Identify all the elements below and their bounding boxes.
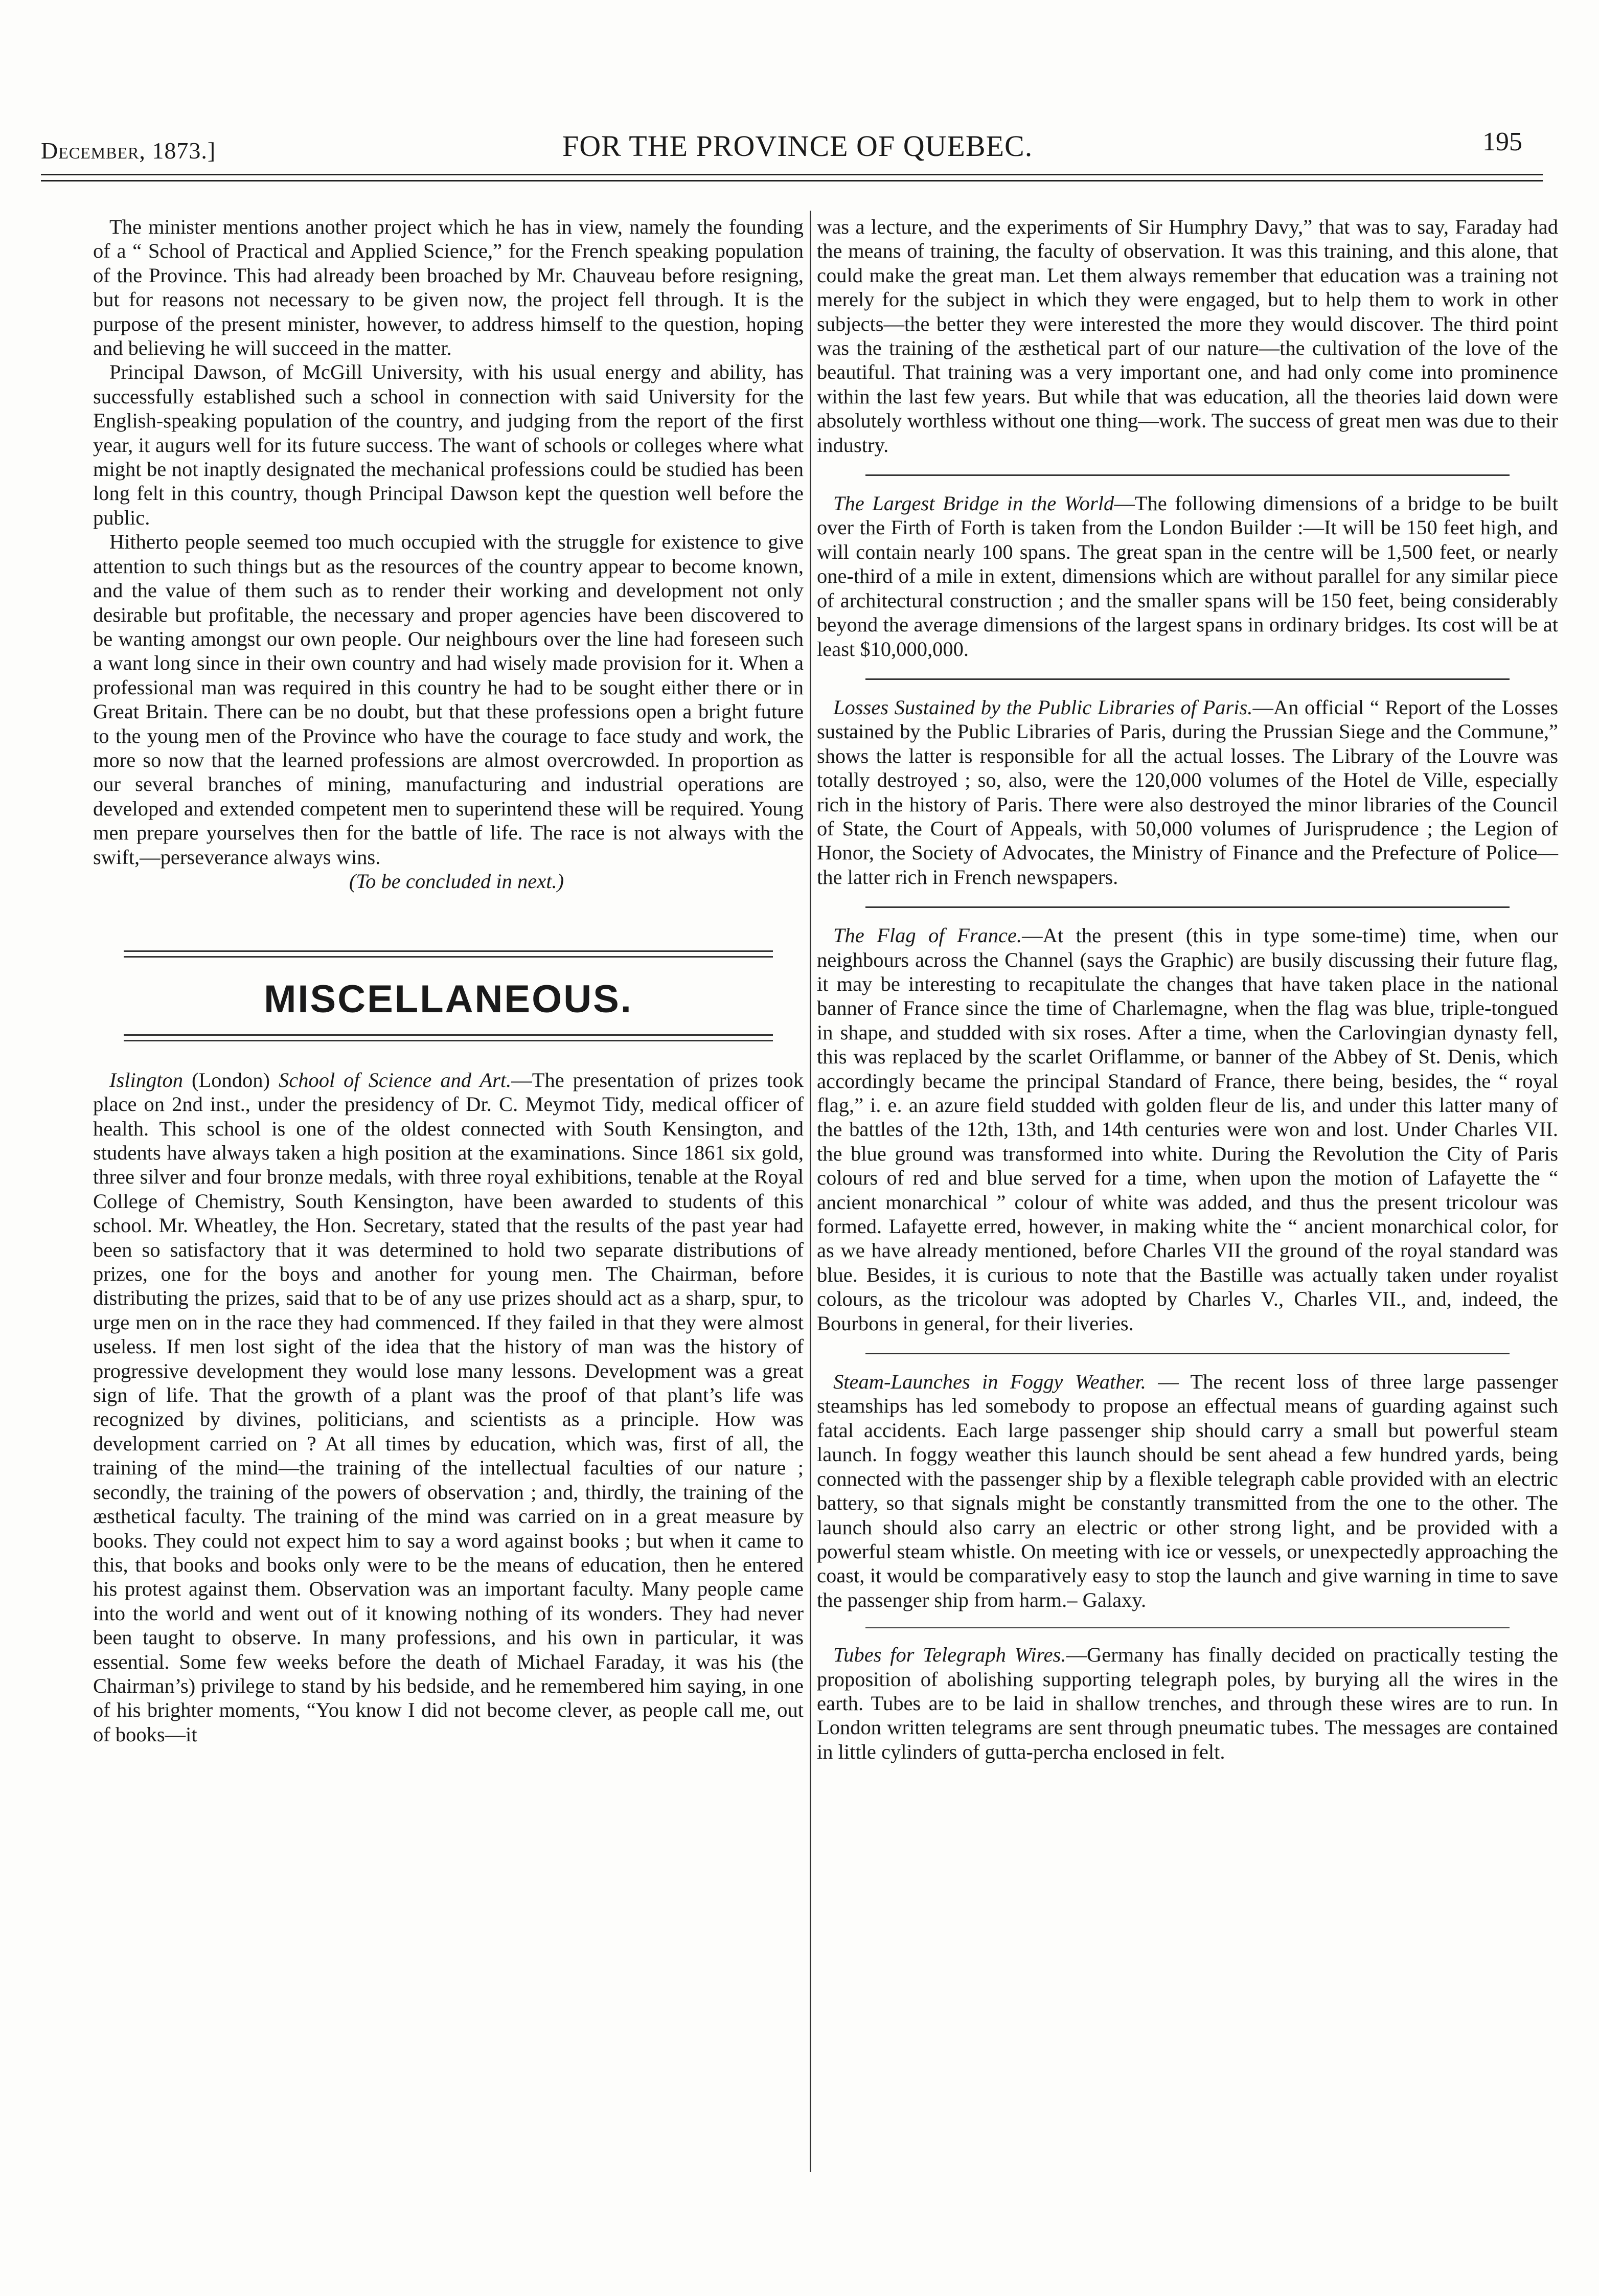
article-body-largest-bridge: —The following dimensions of a bridge to be built over the Firth of Forth is taken from the London Builder :—It will be 150 feet high, and will contain nearly 100 spans. The great span in the centre will be 1,500 feet, or nearly one-third of a mile in extent, dimensions which are without parallel for any similar piece of architectural construction ; and the smaller spans will be 150 feet, being considerably beyond the average dimensions of the largest spans in ordinary bridges. Its cost will be at least $10,000,000. (817, 492, 1559, 661)
article-lead-islington: Islington (109, 1068, 184, 1092)
article-islington-school (93, 1068, 804, 1746)
item-separator (865, 906, 1510, 908)
paragraph-faraday-continuation: was a lecture, and the experiments of Sir Humphry Davy,” that was to say, Faraday had the means of training, the faculty of observation. It was this training, and this alone, that could make the great man. Let them always remember that education was a training not merely for the subject in which they were engaged, but to help them to work in other subjects—the better they were interested the more they would discover. The third point was the training of the æsthetical part of our nature—the cultivation of the love of the beautiful. That training was a very important one, and had only come into prominence within the last few years. But while that was education, all the theories laid down were absolutely worthless without one thing—work. The success of great men was due to their industry. (817, 215, 1558, 457)
article-paris-libraries (817, 695, 1558, 889)
item-separator (865, 1627, 1510, 1628)
article-lead-flag-of-france: The Flag of France. (833, 924, 1022, 947)
left-column (93, 215, 804, 1746)
section-rule-top (124, 950, 773, 958)
article-flag-of-france (817, 923, 1558, 1335)
article-body-telegraph-tubes: —Germany has finally decided on practically testing the proposition of abolishing supporting telegraph poles, by burying all the wires in the earth. Tubes are to be laid in shallow trenches, and through these wires are to run. In London written telegrams are sent through pneumatic tubes. The messages are contained in little cylinders of gutta-percha enclosed in felt. (817, 1643, 1558, 1763)
paragraph-hitherto: Hitherto people seemed too much occupied with the struggle for existence to give attention to such things but as the resources of the country appear to become known, and the value of them such as to render their working and development not only desirable but profitable, the necessary and proper agencies have been discovered to be wanting amongst our own people. Our neighbours over the line had foreseen such a want long since in their own country and had wisely made provision for it. When a professional man was required in this country he had to be sought either there or in Great Britain. There can be no doubt, but that these professions open a bright future to the young men of the Province who have the courage to face study and work, the more so now that the learned professions are almost overcrowded. In proportion as our several branches of mining, manufacturing and industrial operations are developed and extended competent men to superintend these will be required. Young men prepare yourselves then for the battle of life. The race is not always with the swift,—perseverance always wins. (93, 530, 804, 869)
article-body-steam-launches: — The recent loss of three large passenger steamships has led somebody to propose an effectual means of guarding against such fatal accidents. Each large passenger ship should carry a small but powerful steam launch. In foggy weather this launch should be sent ahead a few hundred yards, being connected with the passenger ship by a flexible telegraph cable provided with an electric battery, so that signals might be constantly transmitted from the one to the other. The launch should also carry an electric or other strong light, and be provided with a powerful steam whistle. On meeting with ice or vessels, or unexpectedly approaching the coast, it would be comparatively easy to stop the launch and give warning in time to save the passenger ship from harm.– Galaxy. (817, 1370, 1558, 1611)
section-rule-bottom (124, 1034, 773, 1041)
item-separator (865, 474, 1510, 476)
article-steam-launches (817, 1370, 1558, 1612)
column-divider (810, 211, 811, 2172)
article-largest-bridge (817, 491, 1558, 661)
article-body-paris-libraries: —An official “ Report of the Losses sustained by the Public Libraries of Paris, during the Prussian Siege and the Commune,” shows the latter is responsible for all the actual losses. The Library of the Louvre was totally destroyed ; so, also, were the 120,000 volumes of the Hotel de Ville, especially rich in the history of Paris. There were also destroyed the minor libraries of the Council of State, the Court of Appeals, with 50,000 volumes of Jurisprudence ; the Legion of Honor, the Society of Advocates, the Ministry of Finance and the Prefecture of Police—the latter rich in French newspapers. (817, 695, 1558, 889)
right-column (817, 215, 1558, 1764)
section-title-miscellaneous: MISCELLANEOUS. (264, 977, 633, 1021)
to-be-concluded-note: (To be concluded in next.) (349, 869, 564, 893)
running-title: FOR THE PROVINCE OF QUEBEC. (562, 129, 1033, 163)
paragraph-principal-dawson: Principal Dawson, of McGill University, with his usual energy and ability, has successfully established such a school in connection with said University for the English-speaking population of the country, and judging from the report of the first year, it augurs well for its future success. The want of schools or colleges where what might be not inaptly designated the mechanical professions could be studied has been long felt in this country, though Principal Dawson kept the question well before the public. (93, 360, 804, 529)
article-lead-largest-bridge: The Largest Bridge in the World (833, 492, 1114, 515)
header-date: December, 1873.] (41, 138, 216, 164)
article-lead-london: (London) (183, 1068, 279, 1092)
article-body-islington: —The presentation of prizes took place on 2nd inst., under the presidency of Dr. C. Meymot Tidy, medical officer of health. This school is one of the oldest connected with South Kensington, and students have always taken a high position at the examinations. Since 1861 six gold, three silver and four bronze medals, with three royal exhibitions, tenable at the Royal College of Chemistry, South Kensington, have been awarded to students of this school. Mr. Wheatley, the Hon. Secretary, stated that the results of the past year had been so satisfactory that it was determined to hold two separate distributions of prizes, one for the boys and another for young men. The Chairman, before distributing the prizes, said that to be of any use prizes should act as a sharp, spur, to urge men on in the race they had commenced. If they failed in that they were almost useless. If men lost sight of the idea that the history of man was the history of progressive development they would lose many lessons. Development was a great sign of life. That the growth of a plant was the proof of that plant’s life was recognized by divines, politicians, and scientists as a principle. How was development carried on ? At all times by education, which was, first of all, the training of the mind—the training of the intellectual faculties of our nature ; secondly, the training of the powers of observation ; and, thirdly, the training of the æsthetical faculty. The training of the mind was carried on in a great measure by books. They could not expect him to say a word against books ; but when it came to this, that books and books only were to be the means of education, then he entered his protest against them. Observation was an important faculty. Many people came into the world and went out of it knowing nothing of its wonders. They had never been taught to observe. In many professions, and his own in particular, it was essential. Some few weeks before the death of Michael Faraday, it was his (the Chairman’s) privilege to stand by his bedside, and he remembered him saying, in one of his brighter moments, “You know I did not become clever, as people call me, out of books—it (93, 1068, 804, 1746)
article-body-flag-of-france: —At the present (this in type some-time) time, when our neighbours across the Channel (says the Graphic) are busily discussing their future flag, it may be interesting to recapitulate the changes that have taken place in the national banner of France since the time of Charlemagne, when the flag was blue, triple-tongued in shape, and studded with six roses. After a time, when the Carlovingian dynasty fell, this was replaced by the scarlet Oriflamme, or banner of the Abbey of St. Denis, which accordingly became the principal Standard of France, there being, besides, the “ royal flag,” i. e. an azure field studded with golden fleur de lis, and under this latter many of the battles of the 12th, 13th, and 14th centuries were won and lost. Under Charles VII. the blue ground was transformed into white. During the Revolution the City of Paris colours of red and blue served for a time, when upon the motion of Lafayette the “ ancient monarchical ” colour of white was added, and thus the present tricolour was formed. Lafayette erred, however, in making white the “ ancient monarchical color, for as we have already mentioned, before Charles VII the ground of the royal standard was blue. Besides, it is curious to note that the Bastille was actually taken under royalist colours, as the tricolour was adopted by Charles V., Charles VII., and, indeed, the Bourbons in general, for their liveries. (817, 924, 1558, 1335)
header-rule-bottom (41, 180, 1543, 181)
paragraph-school-of-practical-science: The minister mentions another project which he has in view, namely the founding of a “ School of Practical and Applied Science,” for the French speaking population of the Province. This had already been broached by Mr. Chauveau before resigning, but for reasons not necessary to be given now, the project fell through. It is the purpose of the present minister, however, to address himself to the question, hoping and believing he will succeed in the matter. (93, 215, 804, 360)
page-number: 195 (1482, 127, 1522, 156)
item-separator (865, 1353, 1510, 1354)
item-separator (865, 678, 1510, 680)
article-lead-steam-launches: Steam-Launches in Foggy Weather. (833, 1370, 1146, 1394)
article-lead-paris-libraries: Losses Sustained by the Public Libraries of Paris. (833, 695, 1253, 719)
article-telegraph-tubes (817, 1643, 1558, 1764)
article-lead-telegraph-tubes: Tubes for Telegraph Wires. (833, 1643, 1066, 1667)
article-lead-school-of-science: School of Science and Art. (278, 1068, 512, 1092)
header-rule-top (41, 174, 1543, 175)
